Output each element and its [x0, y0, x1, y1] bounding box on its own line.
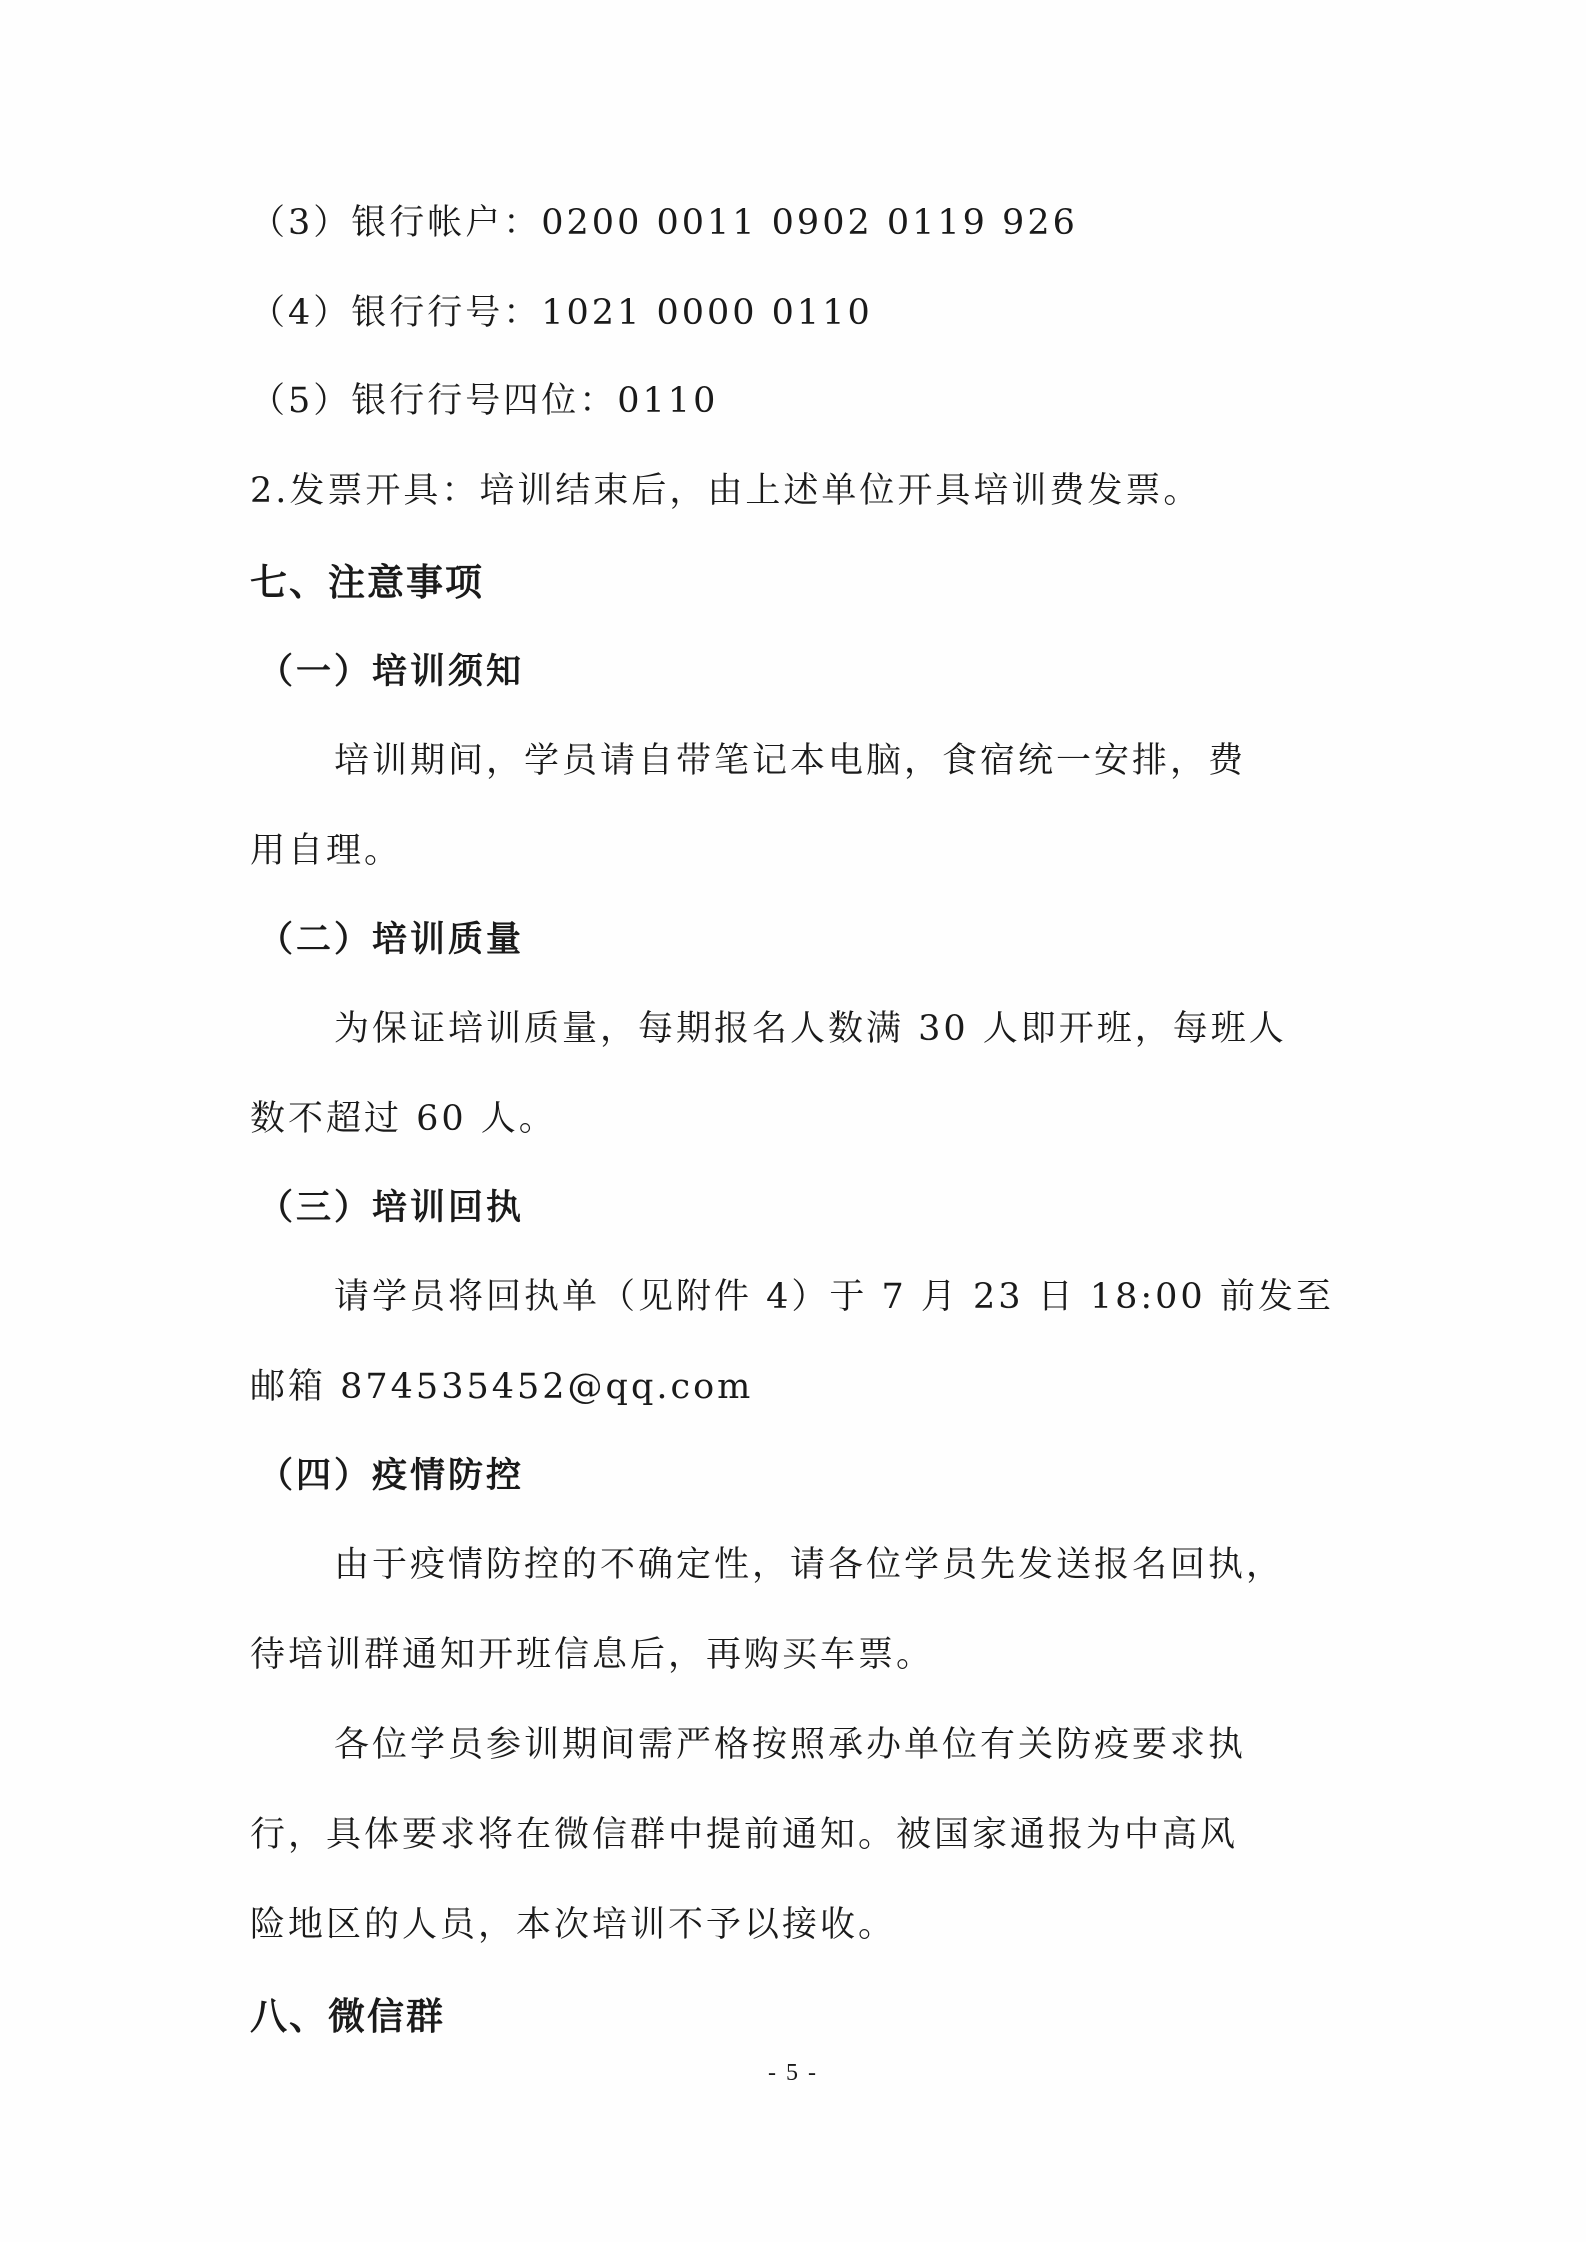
epidemic-control-para1-line2: 待培训群通知开班信息后，再购买车票。 [250, 1635, 935, 1675]
section-8-heading: 八、微信群 [250, 1995, 445, 2038]
training-quality-para-line2: 数不超过 60 人。 [250, 1099, 557, 1139]
epidemic-control-para2-line2: 行，具体要求将在微信群中提前通知。被国家通报为中高风 [250, 1815, 1239, 1855]
page-number: - 5 - [768, 2060, 818, 2086]
epidemic-control-para2-line3: 险地区的人员，本次培训不予以接收。 [250, 1905, 897, 1945]
epidemic-control-heading: （四）疫情防控 [258, 1455, 525, 1496]
training-receipt-heading: （三）培训回执 [258, 1187, 525, 1228]
epidemic-control-para1-line1: 由于疫情防控的不确定性，请各位学员先发送报名回执， [334, 1545, 1285, 1585]
training-quality-para-line1: 为保证培训质量，每期报名人数满 30 人即开班，每班人 [334, 1009, 1287, 1049]
invoice-line: 2.发票开具：培训结束后，由上述单位开具培训费发票。 [250, 471, 1202, 511]
section-7-heading: 七、注意事项 [250, 561, 484, 604]
training-receipt-para-line1: 请学员将回执单（见附件 4）于 7 月 23 日 18:00 前发至 [334, 1277, 1334, 1317]
bank-code-line: （4）银行行号：1021 0000 0110 [250, 293, 873, 333]
bank-account-line: （3）银行帐户：0200 0011 0902 0119 926 [250, 203, 1078, 243]
training-notice-para-line2: 用自理。 [250, 831, 403, 871]
training-notice-heading: （一）培训须知 [258, 651, 525, 692]
training-notice-para-line1: 培训期间，学员请自带笔记本电脑，食宿统一安排，费 [334, 741, 1247, 781]
training-quality-heading: （二）培训质量 [258, 919, 525, 960]
training-receipt-email-line: 邮箱 874535452@qq.com [250, 1367, 754, 1407]
epidemic-control-para2-line1: 各位学员参训期间需严格按照承办单位有关防疫要求执 [334, 1725, 1247, 1765]
bank-code-short-line: （5）银行行号四位：0110 [250, 381, 719, 421]
